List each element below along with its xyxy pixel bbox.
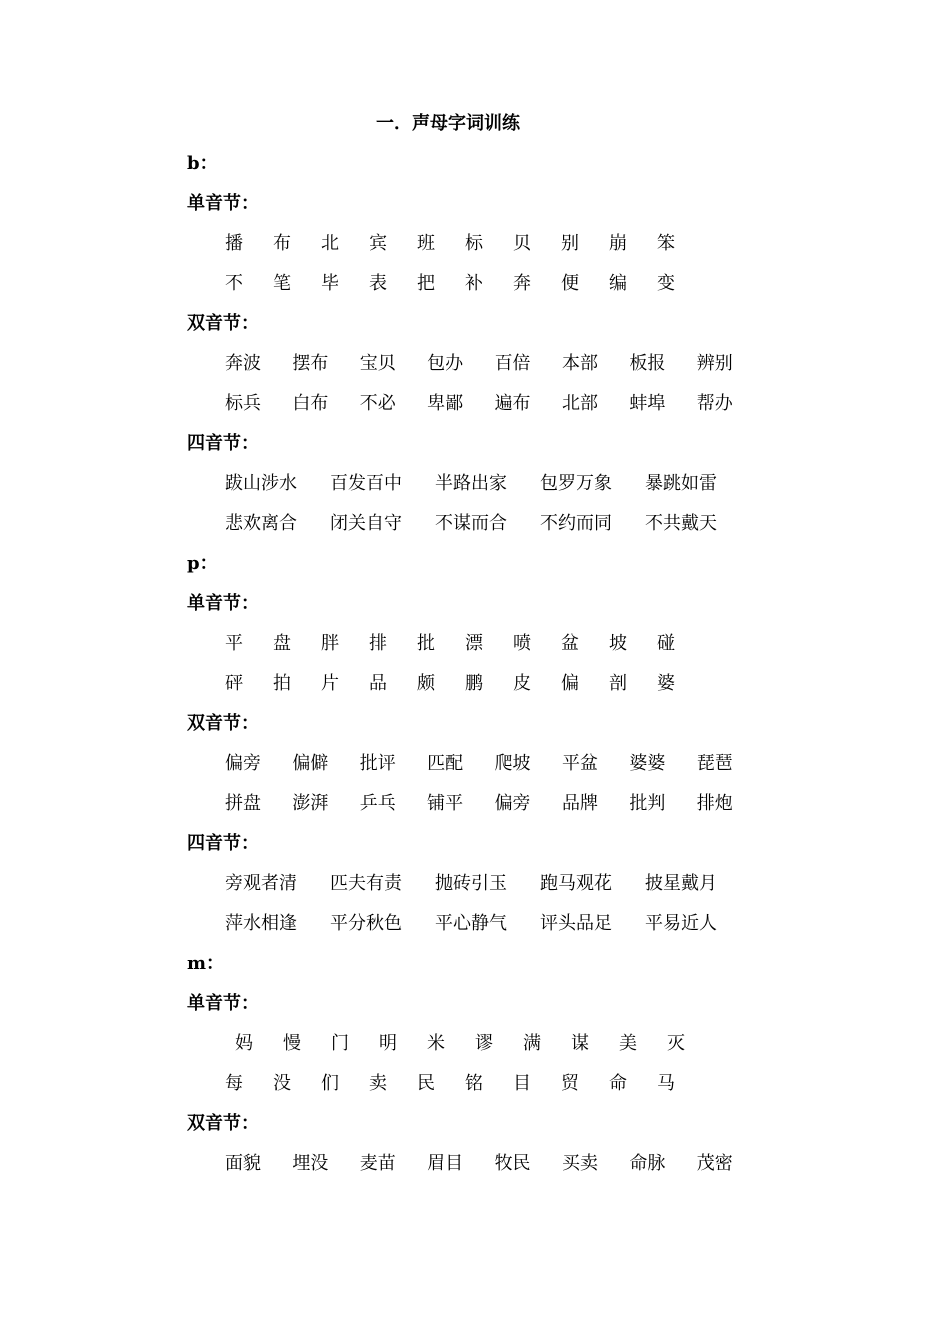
word-item: 没 — [273, 1073, 291, 1094]
word-item: 马 — [657, 1073, 675, 1094]
word-item: 皮 — [513, 673, 531, 694]
word-item: 崩 — [609, 233, 627, 254]
word-item: 茂密 — [696, 1153, 733, 1174]
word-item: 谬 — [475, 1033, 493, 1054]
word-item: 偏旁 — [494, 793, 531, 814]
word-item: 贸 — [561, 1073, 579, 1094]
word-item: 奔 — [513, 273, 531, 294]
word-item: 编 — [609, 273, 627, 294]
word-row — [187, 672, 787, 712]
word-item: 笔 — [273, 273, 291, 294]
word-item: 铭 — [465, 1073, 483, 1094]
word-item: 北部 — [561, 393, 598, 414]
syllable-group-label: 四音节： — [187, 833, 259, 854]
word-item: 不约而同 — [540, 513, 612, 534]
word-item: 慢 — [283, 1033, 301, 1054]
word-item: 百倍 — [494, 353, 531, 374]
word-item: 披星戴月 — [645, 873, 717, 894]
word-item: 把 — [417, 273, 435, 294]
word-row — [187, 472, 787, 512]
word-item: 门 — [331, 1033, 349, 1054]
word-item: 暴跳如雷 — [645, 473, 717, 494]
word-item: 旁观者清 — [225, 873, 297, 894]
word-item: 婆 — [657, 673, 675, 694]
word-item: 买卖 — [561, 1153, 598, 1174]
word-item: 遍布 — [494, 393, 531, 414]
word-item: 琵琶 — [696, 753, 733, 774]
word-item: 播 — [225, 233, 243, 254]
word-row — [187, 792, 787, 832]
word-item: 匹夫有责 — [330, 873, 402, 894]
word-item: 本部 — [561, 353, 598, 374]
word-item: 埋没 — [292, 1153, 329, 1174]
word-item: 蚌埠 — [629, 393, 666, 414]
word-item: 平 — [225, 633, 243, 654]
word-item: 平心静气 — [435, 913, 507, 934]
word-item: 颇 — [417, 673, 435, 694]
word-item: 抛砖引玉 — [435, 873, 507, 894]
word-item: 满 — [523, 1033, 541, 1054]
word-item: 不谋而合 — [435, 513, 507, 534]
word-item: 每 — [225, 1073, 243, 1094]
word-item: 闭关自守 — [330, 513, 402, 534]
word-item: 补 — [465, 273, 483, 294]
word-item: 匹配 — [427, 753, 464, 774]
word-row — [187, 272, 787, 312]
word-row — [187, 752, 787, 792]
word-item: 平盆 — [561, 753, 598, 774]
word-item: 宝贝 — [359, 353, 396, 374]
word-item: 偏 — [561, 673, 579, 694]
word-item: 平易近人 — [645, 913, 717, 934]
word-item: 婆婆 — [629, 753, 666, 774]
word-item: 布 — [273, 233, 291, 254]
syllable-group-label: 双音节： — [187, 713, 259, 734]
word-item: 明 — [379, 1033, 397, 1054]
initial-heading: p： — [187, 553, 218, 574]
word-item: 不 — [225, 273, 243, 294]
word-item: 排 — [369, 633, 387, 654]
word-item: 米 — [427, 1033, 445, 1054]
word-item: 辨别 — [696, 353, 733, 374]
document-content — [187, 152, 787, 1192]
word-item: 砰 — [225, 673, 243, 694]
word-item: 便 — [561, 273, 579, 294]
word-item: 偏僻 — [292, 753, 329, 774]
word-item: 碰 — [657, 633, 675, 654]
word-item: 平分秋色 — [330, 913, 402, 934]
word-row — [187, 232, 787, 272]
word-item: 标 — [465, 233, 483, 254]
word-item: 班 — [417, 233, 435, 254]
word-item: 美 — [619, 1033, 637, 1054]
word-item: 别 — [561, 233, 579, 254]
initial-heading: m： — [187, 953, 225, 974]
word-row — [187, 1032, 787, 1072]
word-item: 奔波 — [225, 353, 261, 374]
word-item: 笨 — [657, 233, 675, 254]
word-item: 跑马观花 — [540, 873, 612, 894]
word-item: 爬坡 — [494, 753, 531, 774]
word-item: 白布 — [292, 393, 329, 414]
word-item: 牧民 — [494, 1153, 531, 1174]
word-item: 谋 — [571, 1033, 589, 1054]
syllable-group-label: 单音节： — [187, 593, 259, 614]
word-item: 漂 — [465, 633, 483, 654]
initial-heading: b： — [187, 153, 218, 174]
word-item: 包办 — [427, 353, 464, 374]
word-item: 澎湃 — [292, 793, 329, 814]
word-item: 盘 — [273, 633, 291, 654]
word-item: 胖 — [321, 633, 339, 654]
word-item: 包罗万象 — [540, 473, 612, 494]
word-row — [187, 352, 787, 392]
word-row — [187, 1072, 787, 1112]
syllable-group-label: 双音节： — [187, 1113, 259, 1134]
document-title: 一．声母字词训练 — [376, 113, 520, 134]
word-item: 妈 — [235, 1033, 253, 1054]
word-item: 目 — [513, 1073, 531, 1094]
word-item: 民 — [417, 1073, 435, 1094]
word-item: 宾 — [369, 233, 387, 254]
word-item: 剖 — [609, 673, 627, 694]
word-item: 卖 — [369, 1073, 387, 1094]
word-item: 灭 — [667, 1033, 685, 1054]
word-item: 命脉 — [629, 1153, 666, 1174]
word-item: 拼盘 — [225, 793, 261, 814]
word-item: 批 — [417, 633, 435, 654]
word-item: 铺平 — [427, 793, 464, 814]
word-row — [187, 872, 787, 912]
word-item: 偏旁 — [225, 753, 261, 774]
word-item: 排炮 — [696, 793, 733, 814]
syllable-group-label: 单音节： — [187, 193, 259, 214]
word-row — [187, 1152, 787, 1192]
word-item: 半路出家 — [435, 473, 507, 494]
word-item: 卑鄙 — [427, 393, 464, 414]
word-item: 们 — [321, 1073, 339, 1094]
word-item: 拍 — [273, 673, 291, 694]
word-row — [187, 392, 787, 432]
word-item: 萍水相逢 — [225, 913, 297, 934]
word-item: 批判 — [629, 793, 666, 814]
word-item: 标兵 — [225, 393, 261, 414]
word-item: 麦苗 — [359, 1153, 396, 1174]
word-item: 眉目 — [427, 1153, 464, 1174]
syllable-group-label: 四音节： — [187, 433, 259, 454]
word-item: 摆布 — [292, 353, 329, 374]
syllable-group-label: 双音节： — [187, 313, 259, 334]
word-item: 北 — [321, 233, 339, 254]
word-row — [187, 912, 787, 952]
word-item: 悲欢离合 — [225, 513, 297, 534]
word-row — [187, 632, 787, 672]
word-item: 喷 — [513, 633, 531, 654]
word-item: 变 — [657, 273, 675, 294]
word-row — [187, 512, 787, 552]
word-item: 贝 — [513, 233, 531, 254]
word-item: 不必 — [359, 393, 396, 414]
word-item: 片 — [321, 673, 339, 694]
word-item: 不共戴天 — [645, 513, 717, 534]
word-item: 鹏 — [465, 673, 483, 694]
word-item: 乒乓 — [359, 793, 396, 814]
word-item: 批评 — [359, 753, 396, 774]
word-item: 品 — [369, 673, 387, 694]
word-item: 盆 — [561, 633, 579, 654]
syllable-group-label: 单音节： — [187, 993, 259, 1014]
word-item: 命 — [609, 1073, 627, 1094]
word-item: 跋山涉水 — [225, 473, 297, 494]
word-item: 帮办 — [696, 393, 733, 414]
word-item: 面貌 — [225, 1153, 261, 1174]
word-item: 毕 — [321, 273, 339, 294]
word-item: 百发百中 — [330, 473, 402, 494]
word-item: 评头品足 — [540, 913, 612, 934]
word-item: 坡 — [609, 633, 627, 654]
word-item: 表 — [369, 273, 387, 294]
word-item: 品牌 — [561, 793, 598, 814]
word-item: 板报 — [629, 353, 666, 374]
